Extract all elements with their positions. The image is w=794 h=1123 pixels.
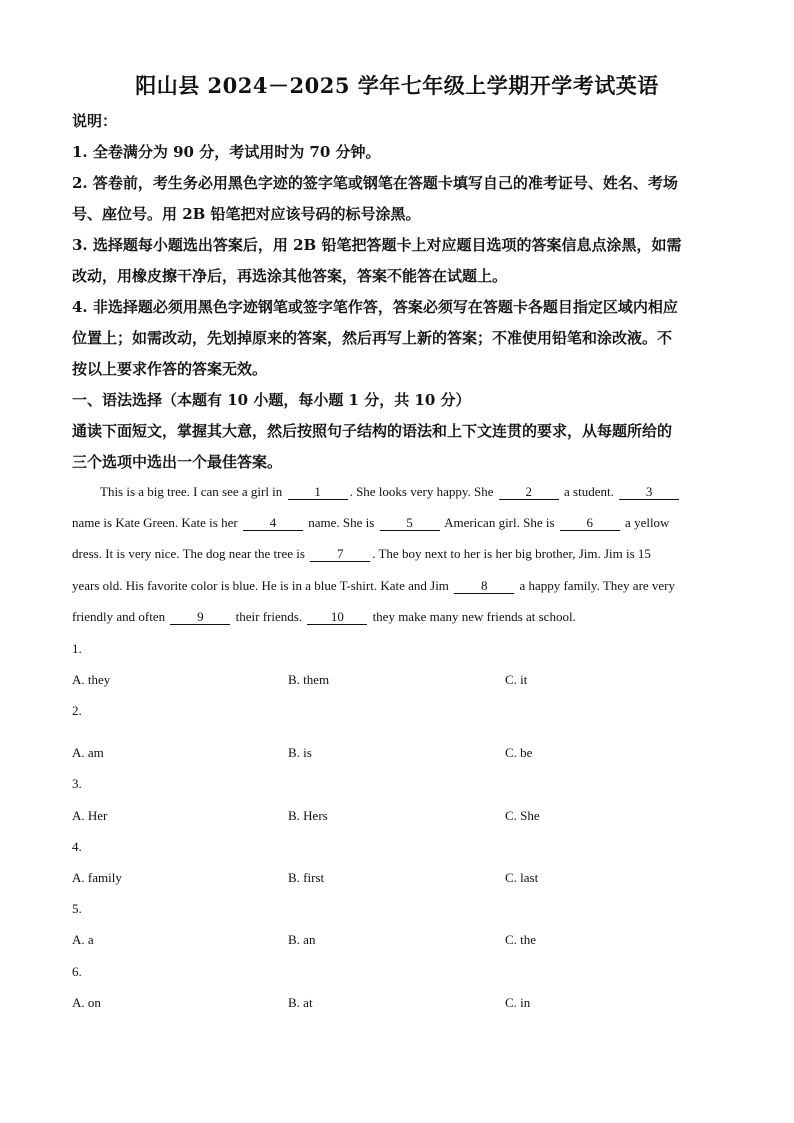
q6-option-c[interactable]: C. in bbox=[505, 995, 531, 1010]
q3-option-b[interactable]: B. Hers bbox=[288, 808, 328, 823]
question-number-4: 4. bbox=[72, 839, 82, 854]
instruction-line-5: 改动，用橡皮擦干净后，再选涂其他答案，答案不能答在试题上。 bbox=[72, 267, 508, 285]
q4-option-b[interactable]: B. first bbox=[288, 870, 325, 885]
q5-option-c[interactable]: C. the bbox=[505, 932, 537, 947]
blank-8: 8 bbox=[454, 579, 514, 594]
passage-text: name. She is bbox=[308, 515, 375, 530]
q1-option-b[interactable]: B. them bbox=[288, 672, 330, 687]
blank-5: 5 bbox=[380, 516, 440, 531]
passage-text: a student. bbox=[564, 484, 614, 499]
blank-2: 2 bbox=[499, 485, 559, 500]
q4-option-c[interactable]: C. last bbox=[505, 870, 539, 885]
passage-line-3 bbox=[72, 546, 722, 562]
instruction-line-8: 按以上要求作答的答案无效。 bbox=[72, 360, 268, 378]
blank-1: 1 bbox=[288, 485, 348, 500]
blank-9: 9 bbox=[170, 610, 230, 625]
q3-option-c[interactable]: C. She bbox=[505, 808, 540, 823]
instruction-line-2: 2. 答卷前，考生务必用黑色字迹的签字笔或钢笔在答题卡填写自己的准考证号、姓名、考场 bbox=[72, 174, 678, 192]
passage-text: name is Kate Green. Kate is her bbox=[72, 515, 238, 530]
passage-text: a happy family. They are very bbox=[519, 578, 676, 593]
q2-option-a[interactable]: A. am bbox=[72, 745, 104, 760]
passage-line-2 bbox=[72, 515, 722, 531]
q5-option-a[interactable]: A. a bbox=[72, 932, 94, 947]
q6-option-b[interactable]: B. at bbox=[288, 995, 313, 1010]
instruction-line-7: 位置上；如需改动，先划掉原来的答案，然后再写上新的答案；不准使用铅笔和涂改液。不 bbox=[72, 329, 673, 347]
question-number-6: 6. bbox=[72, 964, 82, 979]
q5-option-b[interactable]: B. an bbox=[288, 932, 316, 947]
q2-option-b[interactable]: B. is bbox=[288, 745, 312, 760]
q1-option-c[interactable]: C. it bbox=[505, 672, 528, 687]
page-title: 阳山县 2024－2025 学年七年级上学期开学考试英语 bbox=[135, 73, 659, 98]
instruction-line-3: 号、座位号。用 2B 铅笔把对应该号码的标号涂黑。 bbox=[72, 205, 421, 223]
passage-text: dress. It is very nice. The dog near the tree is bbox=[72, 546, 305, 561]
passage-line-5 bbox=[72, 609, 722, 625]
passage-text: they make many new friends at school. bbox=[372, 609, 576, 624]
blank-4: 4 bbox=[243, 516, 303, 531]
passage-text: years old. His favorite color is blue. He is in a blue T-shirt. Kate and Jim bbox=[72, 578, 449, 593]
section-directions-1: 通读下面短文，掌握其大意，然后按照句子结构的语法和上下文连贯的要求，从每题所给的 bbox=[72, 422, 673, 440]
passage-line-1 bbox=[72, 484, 722, 500]
passage-text: American girl. She is bbox=[444, 515, 555, 530]
question-number-5: 5. bbox=[72, 901, 82, 916]
q4-option-a[interactable]: A. family bbox=[72, 870, 122, 885]
passage-line-4 bbox=[72, 578, 722, 594]
blank-3: 3 bbox=[619, 485, 679, 500]
q2-option-c[interactable]: C. be bbox=[505, 745, 533, 760]
passage-text: . She looks very happy. She bbox=[349, 484, 494, 499]
blank-7: 7 bbox=[310, 547, 370, 562]
blank-6: 6 bbox=[560, 516, 620, 531]
q1-option-a[interactable]: A. they bbox=[72, 672, 111, 687]
section-heading: 一、语法选择（本题有 10 小题，每小题 1 分，共 10 分） bbox=[72, 391, 471, 409]
instruction-line-6: 4. 非选择题必须用黑色字迹钢笔或签字笔作答，答案必须写在答题卡各题目指定区域内相应 bbox=[72, 298, 678, 316]
q3-option-a[interactable]: A. Her bbox=[72, 808, 108, 823]
instructions-heading: 说明： bbox=[72, 112, 118, 130]
question-number-2: 2. bbox=[72, 703, 82, 718]
question-number-3: 3. bbox=[72, 776, 82, 791]
blank-10: 10 bbox=[307, 610, 367, 625]
question-number-1: 1. bbox=[72, 641, 82, 656]
passage-text: their friends. bbox=[235, 609, 303, 624]
passage-text: a yellow bbox=[625, 515, 670, 530]
passage-text: friendly and often bbox=[72, 609, 166, 624]
instruction-line-1: 1. 全卷满分为 90 分，考试用时为 70 分钟。 bbox=[72, 143, 381, 161]
q6-option-a[interactable]: A. on bbox=[72, 995, 101, 1010]
passage-text: . The boy next to her is her big brother, Jim. Jim is 15 bbox=[372, 546, 651, 561]
passage-text: This is a big tree. I can see a girl in bbox=[100, 484, 283, 499]
instruction-line-4: 3. 选择题每小题选出答案后，用 2B 铅笔把答题卡上对应题目选项的答案信息点涂黑，如需 bbox=[72, 236, 682, 254]
section-directions-2: 三个选项中选出一个最佳答案。 bbox=[72, 453, 283, 471]
